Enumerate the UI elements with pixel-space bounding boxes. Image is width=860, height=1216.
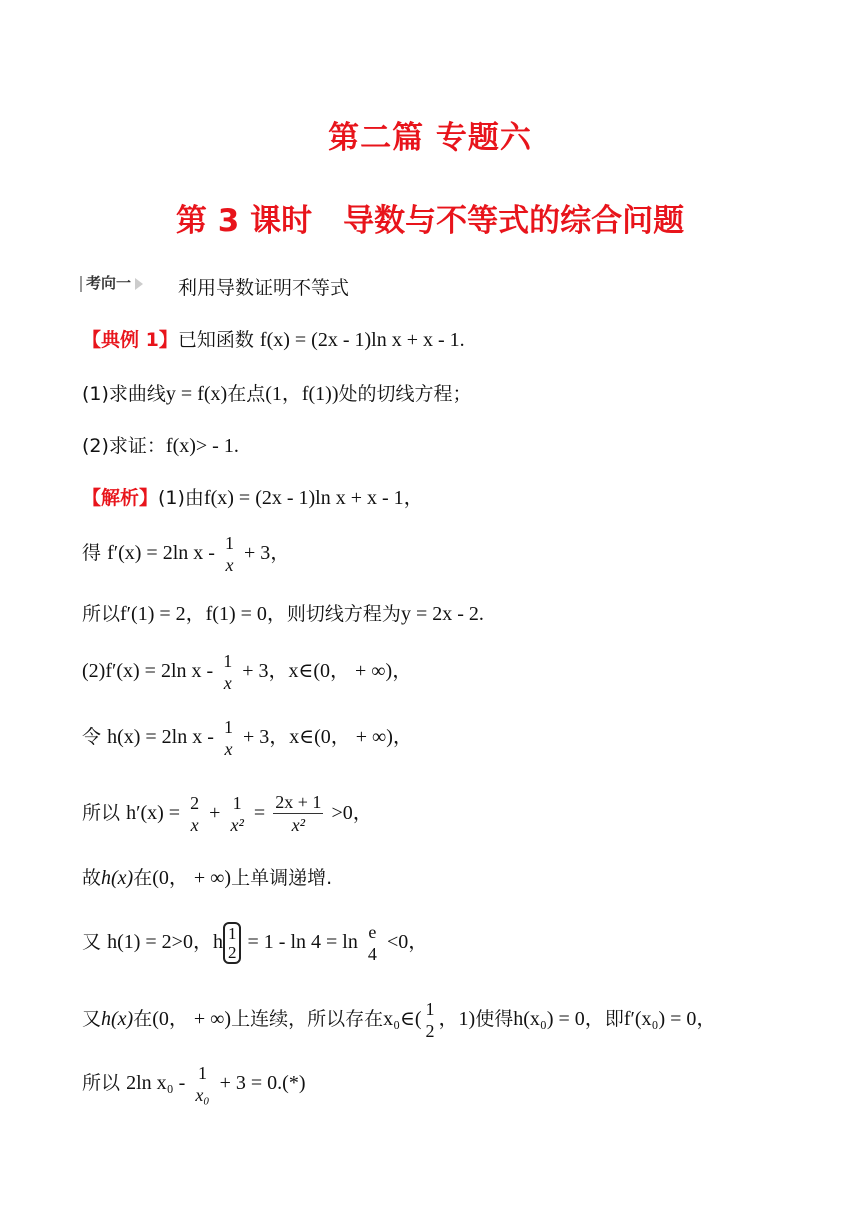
example-formula: f(x) = (2x - 1)ln x + x - 1.	[259, 329, 465, 351]
question-2: (2)求证：f(x)> - 1.	[82, 435, 239, 457]
question-1: (1)求曲线y = f(x)在点(1，f(1))处的切线方程；	[82, 383, 472, 405]
fraction: 1 x²	[230, 792, 244, 835]
fraction: $\frac{2x + 1}{\text{x²}}$	[275, 792, 322, 835]
example-line: 【典例 1】已知函数 f(x) = (2x - 1)ln x + x - 1.	[82, 329, 465, 351]
solution-line-5: 令 h(x) = 2ln x - 1 x + 3，x∈(0， + ∞)，	[82, 716, 413, 759]
bracket-fraction: 1 2	[223, 922, 242, 964]
fraction: e 4	[367, 921, 377, 964]
fraction: 1 x	[224, 532, 234, 575]
section-tag: 考向一	[80, 272, 143, 293]
solution-line-3: 所以f′(1) = 2，f(1) = 0，则切线方程为y = 2x - 2.	[82, 603, 484, 625]
solution-line-7: 故h(x)在(0， + ∞)上单调递增.	[82, 867, 333, 889]
solution-line-8: 又 h(1) = 2>0，h 1 2 = 1 - ln 4 = ln e 4 <0，	[82, 921, 429, 964]
tag-bar-icon	[80, 276, 82, 292]
lesson-title: 第 3 课时 导数与不等式的综合问题	[175, 203, 685, 239]
solution-tag: 【解析】	[82, 487, 159, 509]
solution-line-10: 所以 2ln x₀ - 1 x₀ + 3 = 0.(*)	[82, 1062, 306, 1105]
fraction: 2 x	[190, 792, 200, 835]
fraction: 1 x	[223, 716, 233, 759]
part-title: 第二篇 专题六	[328, 120, 532, 156]
fraction: 1 2	[425, 998, 435, 1041]
fraction: 1 x₀	[195, 1062, 210, 1105]
solution-line-2: 得 f′(x) = 2ln x - 1 x + 3，	[82, 532, 291, 575]
solution-line-6: 所以 h′(x) = 2 x + 1 x² = $\frac{2x + 1}{\text{x²}}$ >0，	[82, 792, 373, 835]
solution-line-9: 又h(x)在(0， + ∞)上连续，所以存在x₀∈( 1 2 ，1)使得h(x₀) = 0，即f′(x₀) = 0，	[82, 998, 717, 1041]
section-title: 利用导数证明不等式	[178, 277, 350, 299]
example-tag: 【典例 1】	[82, 329, 178, 351]
tag-arrow-icon	[135, 278, 143, 290]
solution-line-1: 【解析】(1)由f(x) = (2x - 1)ln x + x - 1，	[82, 487, 424, 509]
fraction: 1 x	[223, 650, 233, 693]
solution-line-4: (2)f′(x) = 2ln x - 1 x + 3，x∈(0， + ∞)，	[82, 650, 413, 693]
